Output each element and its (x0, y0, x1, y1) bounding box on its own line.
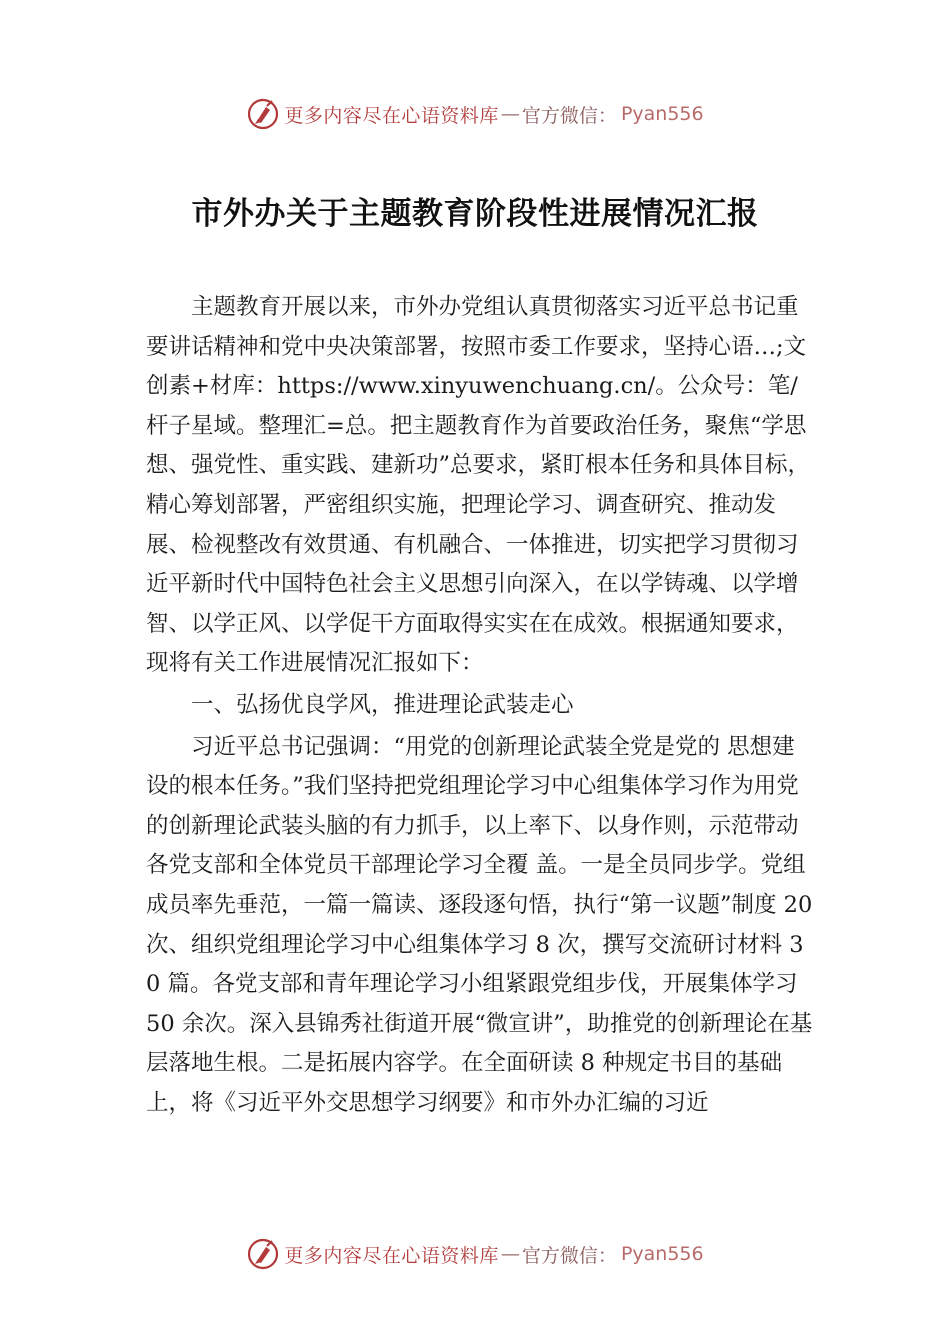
document-title: 市外办关于主题教育阶段性进展情况汇报 (191, 196, 759, 232)
banner-separator: — (500, 103, 520, 125)
header-banner (0, 94, 950, 134)
banner-main-text: 更多内容尽在心语资料库 (284, 1244, 499, 1267)
section-heading-1: 一、弘扬优良学风，推进理论武装走心 (191, 691, 574, 718)
pen-nib-logo-icon (246, 1237, 280, 1271)
footer-banner (0, 1234, 950, 1274)
pen-nib-logo-icon (246, 97, 280, 131)
banner-separator: — (500, 1243, 520, 1265)
document-body (146, 288, 816, 1123)
paragraph-section-1: 习近平总书记强调：“用党的创新理论武装全党是党的 思想建设的根本任务。”我们坚持把党组理论学习中心组集体学习作为用党的创新理论武装头脑的有力抓手，以上率下、以身作则，示范带动各党支部和全体党员干部理论学习全覆 盖。一是全员同步学。党组成员率先垂范，一篇一篇读、逐段逐句悟，执行“第一议题”制度 20 次、组织党组理论学习中心组集体学习 8 次，撰写交流研讨材料 30 篇。各党支部和青年理论学习小组紧跟党组步伐，开展集体学习 50 余次。深入县锦秀社街道开展“微宣讲”，助推党的创新理论在基层落地生根。二是拓展内容学。在全面研读 8 种规定书目的基础上，将《习近平外交思想学习纲要》和市外办汇编的习近 (146, 733, 813, 1116)
banner-main-text: 更多内容尽在心语资料库 (284, 104, 499, 127)
paragraph-intro: 主题教育开展以来，市外办党组认真贯彻落实习近平总书记重要讲话精神和党中央决策部署，按照市委工作要求，坚持心语…;文创素+材库：https://www.xinyuwenchuang.cn/。公众号：笔/杆子星域。整理汇=总。把主题教育作为首要政治任务，聚焦“学思想、强党性、重实践、建新功”总要求，紧盯根本任务和具体目标，精心筹划部署，严密组织实施，把理论学习、调查研究、推动发展、检视整改有效贯通、有机融合、一体推进，切实把学习贯彻习近平新时代中国特色社会主义思想引向深入，在以学铸魂、以学增智、以学正风、以学促干方面取得实实在在成效。根据通知要求，现将有关工作进展情况汇报如下： (146, 294, 811, 677)
banner-wechat-label: 官方微信： (521, 104, 617, 127)
banner-wechat-id: Pyan556 (620, 1243, 704, 1265)
banner-wechat-label: 官方微信： (521, 1244, 617, 1267)
banner-wechat-id: Pyan556 (620, 103, 704, 125)
